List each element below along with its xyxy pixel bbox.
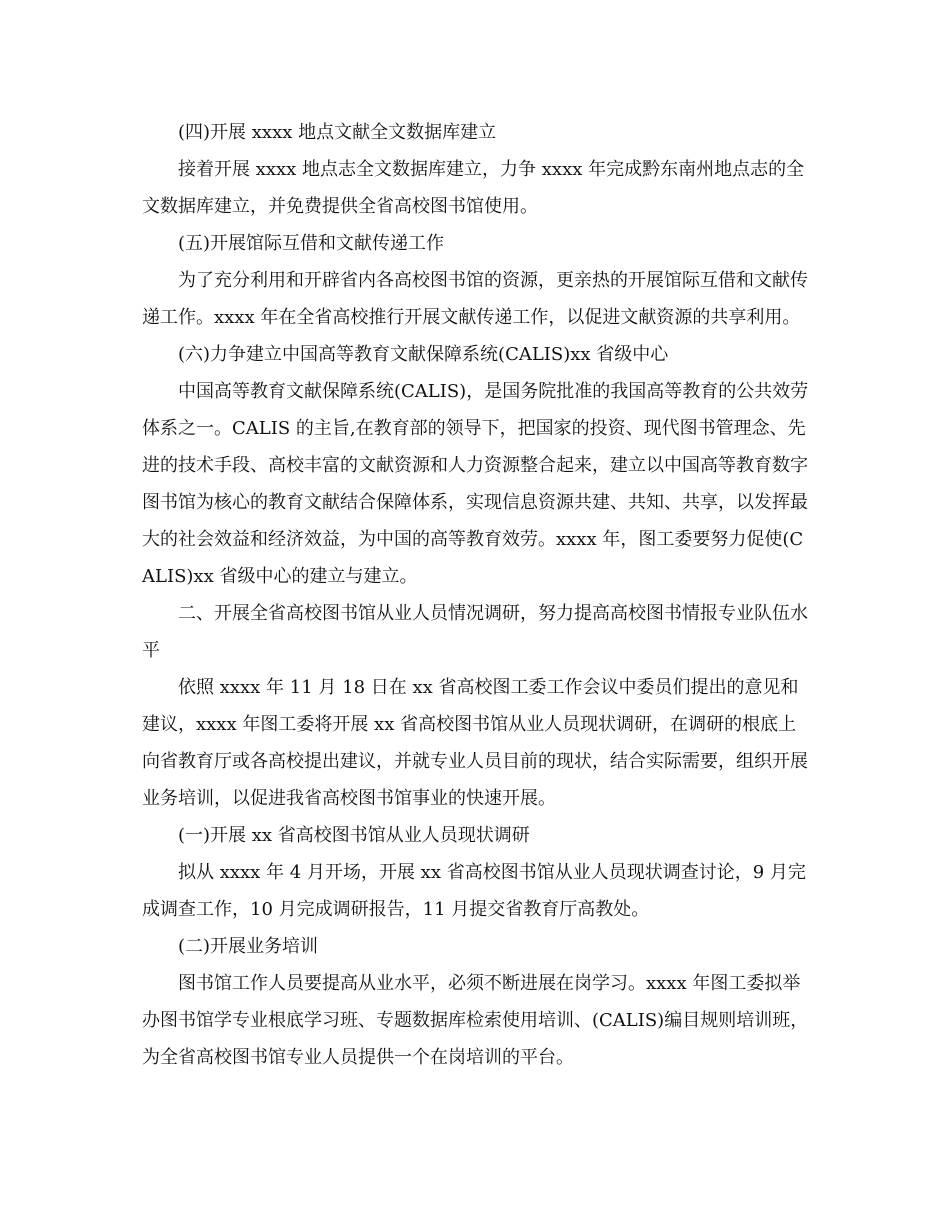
document-body xyxy=(142,114,814,1076)
paragraph: 图书馆工作人员要提高从业水平，必须不断进展在岗学习。xxxx 年图工委拟举办图书馆学专业根底学习班、专题数据库检索使用培训、(CALIS)编目规则培训班，为全省高校图书馆专业人员提供一个在岗培训的平台。 xyxy=(142,973,809,1068)
section-heading: (一)开展 xx 省高校图书馆从业人员现状调研 xyxy=(178,825,530,846)
paragraph: 中国高等教育文献保障系统(CALIS)，是国务院批准的我国高等教育的公共效劳体系之一。CALIS 的主旨,在教育部的领导下，把国家的投资、现代图书管理念、先进的技术手段、高校丰富的文献资源和人力资源整合起来，建立以中国高等教育数字图书馆为核心的教育文献结合保障体系，实现信息资源共建、共知、共享，以发挥最大的社会效益和经济效益，为中国的高等教育效劳。xxxx 年，图工委要努力促使(CALIS)xx 省级中心的建立与建立。 xyxy=(142,381,809,587)
paragraph: 拟从 xxxx 年 4 月开场，开展 xx 省高校图书馆从业人员现状调查讨论，9 月完成调查工作，10 月完成调研报告，11 月提交省教育厅高教处。 xyxy=(142,862,806,920)
paragraph: 接着开展 xxxx 地点志全文数据库建立，力争 xxxx 年完成黔东南州地点志的全文数据库建立，并免费提供全省高校图书馆使用。 xyxy=(142,159,805,217)
section-heading: (六)力争建立中国高等教育文献保障系统(CALIS)xx 省级中心 xyxy=(178,344,669,365)
section-heading: (二)开展业务培训 xyxy=(178,936,319,957)
section-heading: (四)开展 xxxx 地点文献全文数据库建立 xyxy=(178,122,497,143)
paragraph: 为了充分利用和开辟省内各高校图书馆的资源，更亲热的开展馆际互借和文献传递工作。xxxx 年在全省高校推行开展文献传递工作，以促进文献资源的共享利用。 xyxy=(142,270,808,328)
section-heading: 二、开展全省高校图书馆从业人员情况调研，努力提高高校图书情报专业队伍水平 xyxy=(142,603,808,661)
section-heading: (五)开展馆际互借和文献传递工作 xyxy=(178,233,445,254)
paragraph: 依照 xxxx 年 11 月 18 日在 xx 省高校图工委工作会议中委员们提出的意见和建议，xxxx 年图工委将开展 xx 省高校图书馆从业人员现状调研，在调研的根底上向省教育厅或各高校提出建议，并就专业人员目前的现状，结合实际需要，组织开展业务培训，以促进我省高校图书馆事业的快速开展。 xyxy=(142,677,808,809)
